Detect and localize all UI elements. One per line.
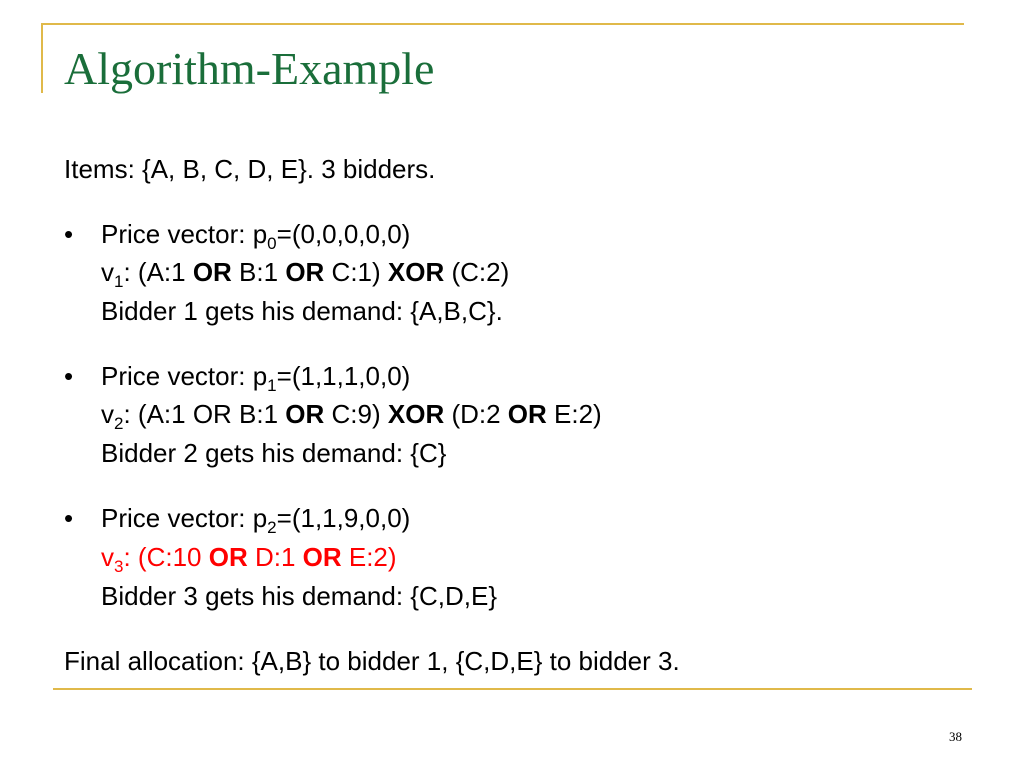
valuation-var: v xyxy=(101,399,114,429)
bid-text: (C:2) xyxy=(444,257,510,287)
bid-text: : (C:10 xyxy=(123,542,209,572)
demand-3: Bidder 3 gets his demand: {C,D,E} xyxy=(101,581,498,611)
bottom-rule xyxy=(53,688,972,690)
valuation-subscript: 3 xyxy=(114,557,124,576)
price-value: =(0,0,0,0,0) xyxy=(276,219,411,249)
bid-operator: OR xyxy=(192,257,232,287)
price-value: =(1,1,1,0,0) xyxy=(276,361,411,391)
bid-text: (D:2 xyxy=(444,399,508,429)
bid-operator: OR xyxy=(208,542,248,572)
price-label: Price vector: p xyxy=(101,361,268,391)
page-number: 38 xyxy=(949,729,962,744)
price-label: Price vector: p xyxy=(101,503,268,533)
bid-operator: OR xyxy=(285,399,325,429)
bid-text: : (A:1 OR B:1 xyxy=(123,399,286,429)
bid-operator: OR xyxy=(507,399,547,429)
bullet-marker: • xyxy=(64,219,74,249)
left-rule xyxy=(41,23,43,93)
bid-text: E:2) xyxy=(546,399,602,429)
items-intro: Items: {A, B, C, D, E}. 3 bidders. xyxy=(64,154,436,184)
demand-1: Bidder 1 gets his demand: {A,B,C}. xyxy=(101,296,503,326)
valuation-2 xyxy=(101,399,602,433)
valuation-3 xyxy=(101,542,397,576)
bid-operator: XOR xyxy=(387,399,445,429)
slide-title: Algorithm-Example xyxy=(64,43,435,94)
demand-2: Bidder 2 gets his demand: {C} xyxy=(101,438,447,468)
valuation-var: v xyxy=(101,542,114,572)
price-label: Price vector: p xyxy=(101,219,268,249)
bid-text: : (A:1 xyxy=(123,257,193,287)
price-subscript: 2 xyxy=(267,518,277,537)
price-subscript: 0 xyxy=(267,234,277,253)
price-vector-1 xyxy=(101,219,411,253)
bid-text: C:9) xyxy=(324,399,388,429)
bid-text: E:2) xyxy=(341,542,397,572)
top-rule xyxy=(41,23,964,25)
bid-text: B:1 xyxy=(231,257,286,287)
price-vector-3 xyxy=(101,503,411,537)
valuation-subscript: 1 xyxy=(114,272,124,291)
price-vector-2 xyxy=(101,361,411,395)
bid-operator: XOR xyxy=(387,257,445,287)
valuation-subscript: 2 xyxy=(114,414,124,433)
valuation-var: v xyxy=(101,257,114,287)
bid-text: C:1) xyxy=(324,257,388,287)
final-allocation: Final allocation: {A,B} to bidder 1, {C,D,E} to bidder 3. xyxy=(64,646,680,676)
bid-operator: OR xyxy=(302,542,342,572)
bid-operator: OR xyxy=(285,257,325,287)
valuation-1 xyxy=(101,257,510,291)
bullet-marker: • xyxy=(64,361,74,391)
bullet-marker: • xyxy=(64,503,74,533)
bid-text: D:1 xyxy=(247,542,303,572)
price-value: =(1,1,9,0,0) xyxy=(276,503,411,533)
price-subscript: 1 xyxy=(267,376,277,395)
